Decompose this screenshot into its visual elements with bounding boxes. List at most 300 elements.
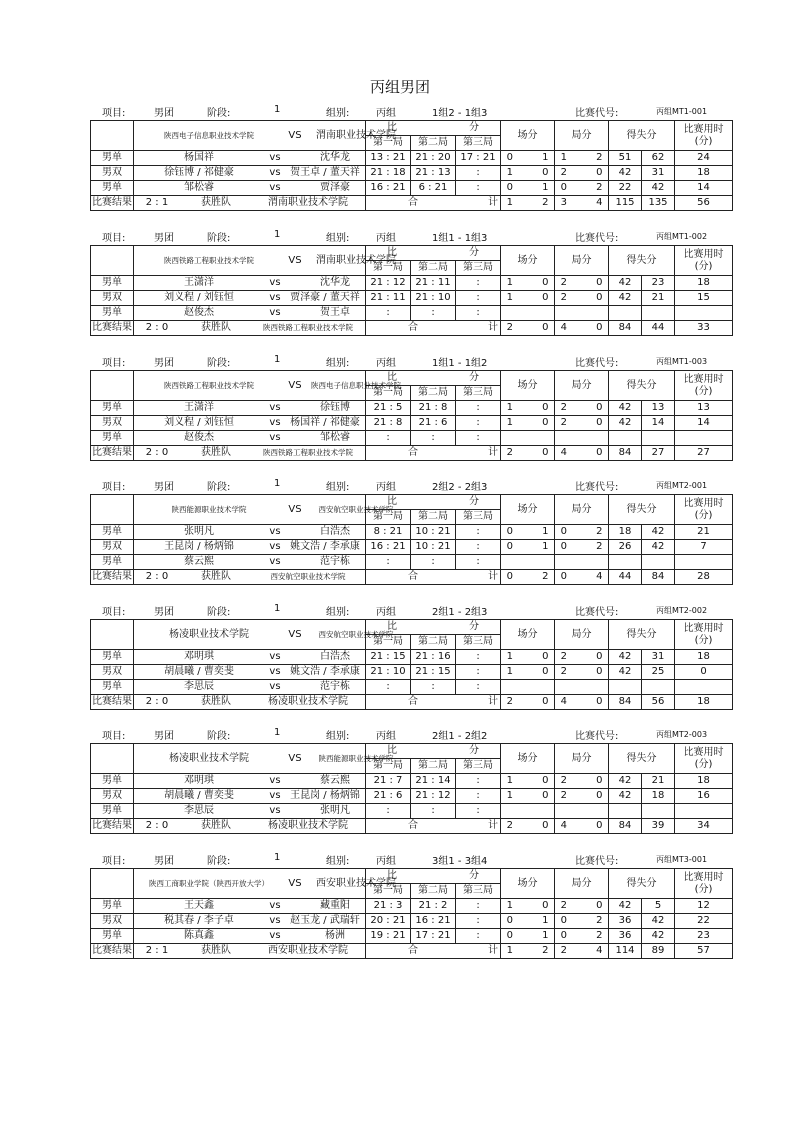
game3-header: 第三局 [456,510,501,525]
player-a: 徐钰博 / 祁健豪 [164,167,234,178]
pair-value: 2组2 - 2组3 [432,482,488,493]
winner-team: 陕西铁路工程职业技术学院 [263,323,353,332]
game3-header: 第三局 [456,386,501,401]
player-b: 张明凡 [320,805,350,816]
game-point-b: 2 [591,151,609,166]
game1-score: 21 : 12 [366,276,411,291]
game1-header: 第一局 [366,884,411,899]
winner-label: 获胜队 [201,696,231,707]
match-block [90,229,724,336]
match-point-b [537,804,555,819]
corner-cell [91,121,134,151]
game2-score: 21 : 11 [411,276,456,291]
game2-score: 10 : 21 [411,540,456,555]
result-summary [134,446,366,461]
vs-mark: vs [269,167,281,178]
game1-score: 16 : 21 [366,540,411,555]
match-point-a: 1 [501,166,519,181]
game3-score: : [456,540,501,555]
group-value: 丙组 [376,482,396,493]
game2-score: 21 : 12 [411,789,456,804]
event-cell: 男双 [91,291,134,306]
total-match-b: 2 [537,570,555,585]
corner-cell [91,620,134,650]
points-won: 42 [609,416,642,431]
game1-score: 13 : 21 [366,151,411,166]
vs-mark: vs [269,651,281,662]
vs-mark: vs [269,805,281,816]
points-won: 42 [609,789,642,804]
game-point-b [591,306,609,321]
match-code: 丙组MT1-003 [656,357,708,366]
total-game-b: 4 [591,944,609,959]
game-point-b [591,555,609,570]
match-point-b: 0 [537,276,555,291]
game3-score: : [456,914,501,929]
game-point-a: 2 [555,899,573,914]
points-won: 42 [609,650,642,665]
separator-cell [519,321,537,336]
separator-cell [573,181,591,196]
jufen-header: 局分 [555,620,609,650]
game1-header: 第一局 [366,386,411,401]
players-cell [134,151,366,166]
result-summary [134,321,366,336]
match-point-a: 1 [501,789,519,804]
game-point-a: 0 [555,525,573,540]
pair-value: 1组2 - 1组3 [432,108,488,119]
separator-cell [573,196,591,211]
time-unit: (分) [694,260,713,272]
time-label: 比赛用时 [683,123,724,135]
result-row [91,819,733,834]
separator-cell [519,680,537,695]
match-meta [90,354,712,368]
fen-label: 分 [469,122,479,133]
event-cell: 男双 [91,914,134,929]
item-value: 男团 [154,358,174,369]
changfen-header: 场分 [501,495,555,525]
code-label: 比赛代号: [575,856,619,867]
time-header [675,495,733,525]
game2-header: 第二局 [411,136,456,151]
table-row [91,774,733,789]
points-won: 18 [609,525,642,540]
game-point-b: 2 [591,914,609,929]
defen-header: 得失分 [609,869,675,899]
game-point-a [555,680,573,695]
code-label: 比赛代号: [575,482,619,493]
players-cell [134,276,366,291]
vs-mark: VS [288,628,302,640]
separator-cell [519,196,537,211]
game3-score: : [456,291,501,306]
total-match-a: 2 [501,321,519,336]
player-b: 白浩杰 [320,651,350,662]
table-row [91,665,733,680]
team-a-name: 陕西铁路工程职业技术学院 [164,380,254,390]
table-row [91,555,733,570]
vs-mark: vs [269,292,281,303]
match-point-b [537,306,555,321]
game-point-a: 2 [555,291,573,306]
game2-header: 第二局 [411,884,456,899]
event-cell: 男单 [91,181,134,196]
winner-label: 获胜队 [201,945,231,956]
players-cell [134,416,366,431]
points-won: 36 [609,929,642,944]
game-point-a: 0 [555,914,573,929]
match-point-b: 1 [537,181,555,196]
changfen-header: 场分 [501,246,555,276]
code-label: 比赛代号: [575,731,619,742]
result-summary [134,944,366,959]
game1-header: 第一局 [366,510,411,525]
match-point-b [537,555,555,570]
total-match-b: 0 [537,446,555,461]
game2-score: : [411,306,456,321]
points-lost: 13 [642,401,675,416]
match-point-a: 1 [501,276,519,291]
players-cell [134,899,366,914]
duration [675,804,733,819]
total-match-a: 0 [501,570,519,585]
game2-score: 17 : 21 [411,929,456,944]
match-code: 丙组MT3-001 [656,855,708,864]
vs-mark: vs [269,541,281,552]
group-label: 组别: [326,108,350,119]
game3-score: : [456,276,501,291]
points-lost: 42 [642,929,675,944]
match-meta [90,478,712,492]
game1-score: 21 : 3 [366,899,411,914]
player-b: 王昆岗 / 杨炳锦 [290,790,360,801]
bi-label: 比 [387,870,397,881]
total-duration: 18 [675,695,733,710]
separator-cell [519,181,537,196]
separator-cell [573,819,591,834]
table-row [91,650,733,665]
corner-cell [91,246,134,276]
stage-label: 阶段: [207,358,231,369]
total-label [366,944,501,959]
game3-header: 第三局 [456,261,501,276]
player-a: 李思辰 [184,805,214,816]
total-game-b: 4 [591,196,609,211]
result-score: 2 : 1 [145,945,169,956]
group-label: 组别: [326,856,350,867]
table-row [91,680,733,695]
changfen-header: 场分 [501,869,555,899]
match-point-a: 0 [501,181,519,196]
time-unit: (分) [694,758,713,770]
total-ji: 计 [488,447,498,458]
player-b: 邹松睿 [320,432,350,443]
event-cell: 男单 [91,650,134,665]
player-b: 沈华龙 [320,277,350,288]
points-lost: 14 [642,416,675,431]
game3-score: : [456,774,501,789]
event-cell: 男单 [91,306,134,321]
separator-cell [573,570,591,585]
match-point-a: 1 [501,665,519,680]
separator-cell [519,804,537,819]
time-header [675,744,733,774]
game2-score: : [411,555,456,570]
stage-value: 1 [274,603,281,614]
vs-mark: vs [269,681,281,692]
vs-mark: vs [269,307,281,318]
stage-label: 阶段: [207,856,231,867]
match-point-b: 1 [537,151,555,166]
code-label: 比赛代号: [575,607,619,618]
match-point-a: 0 [501,929,519,944]
table-row [91,540,733,555]
points-lost: 18 [642,789,675,804]
defen-header: 得失分 [609,620,675,650]
player-b: 徐钰博 [320,402,350,413]
game3-score: : [456,899,501,914]
winner-team: 杨凌职业技术学院 [268,696,348,707]
bi-label: 比 [387,745,397,756]
game3-score: : [456,401,501,416]
game2-score: 21 : 15 [411,665,456,680]
player-b: 贺王卓 / 董天祥 [290,167,360,178]
stage-label: 阶段: [207,731,231,742]
separator-cell [519,431,537,446]
result-row [91,196,733,211]
item-value: 男团 [154,233,174,244]
game1-score: : [366,306,411,321]
duration [675,680,733,695]
result-summary [134,570,366,585]
vs-mark: vs [269,666,281,677]
points-won: 26 [609,540,642,555]
event-cell: 男双 [91,665,134,680]
player-a: 胡晨曦 / 曹奕斐 [164,666,234,677]
changfen-header: 场分 [501,121,555,151]
game2-score: 21 : 2 [411,899,456,914]
vs-mark: vs [269,432,281,443]
separator-cell [573,774,591,789]
game3-score: : [456,804,501,819]
game3-score: : [456,665,501,680]
total-game-b: 0 [591,446,609,461]
item-label: 项目: [102,731,126,742]
game2-score: 21 : 8 [411,401,456,416]
players-cell [134,789,366,804]
event-cell: 男单 [91,555,134,570]
total-points-won: 44 [609,570,642,585]
total-points-lost: 39 [642,819,675,834]
table-row [91,416,733,431]
player-a: 陈真鑫 [184,930,214,941]
game1-score: 21 : 7 [366,774,411,789]
result-row [91,570,733,585]
match-code: 丙组MT2-001 [656,481,708,490]
player-a: 王昆岗 / 杨炳锦 [164,541,234,552]
game-point-a: 2 [555,774,573,789]
game1-score: 21 : 18 [366,166,411,181]
game1-score: : [366,680,411,695]
separator-cell [573,789,591,804]
player-a: 蔡云熙 [184,556,214,567]
vs-mark: VS [288,379,302,391]
time-unit: (分) [694,883,713,895]
group-label: 组别: [326,233,350,244]
separator-cell [519,789,537,804]
match-point-a: 1 [501,401,519,416]
total-he: 合 [408,197,418,208]
players-cell [134,680,366,695]
total-match-b: 2 [537,944,555,959]
game1-score: 8 : 21 [366,525,411,540]
player-a: 刘义程 / 刘钰恒 [164,417,234,428]
total-he: 合 [408,322,418,333]
vs-mark: vs [269,152,281,163]
event-cell: 男单 [91,431,134,446]
player-a: 邹松睿 [184,182,214,193]
stage-value: 1 [274,852,281,863]
separator-cell [519,540,537,555]
result-row [91,695,733,710]
result-label: 比赛结果 [91,695,134,710]
total-match-b: 2 [537,196,555,211]
player-a: 王潇洋 [184,402,214,413]
corner-cell [91,744,134,774]
players-cell [134,540,366,555]
time-header [675,246,733,276]
separator-cell [573,555,591,570]
fen-label: 分 [469,372,479,383]
corner-cell [91,371,134,401]
match-point-a: 1 [501,416,519,431]
separator-cell [573,540,591,555]
game3-score: 17 : 21 [456,151,501,166]
player-b: 贾泽豪 [320,182,350,193]
fen-label: 分 [469,621,479,632]
player-b: 沈华龙 [320,152,350,163]
game2-score: : [411,431,456,446]
result-label: 比赛结果 [91,944,134,959]
game-point-a: 2 [555,166,573,181]
event-cell: 男单 [91,929,134,944]
table-row [91,166,733,181]
points-lost [642,555,675,570]
game-point-a: 0 [555,181,573,196]
total-he: 合 [408,820,418,831]
total-label [366,819,501,834]
time-unit: (分) [694,135,713,147]
game3-header: 第三局 [456,635,501,650]
match-block [90,478,724,585]
players-cell [134,525,366,540]
game2-score: : [411,680,456,695]
match-point-b: 0 [537,789,555,804]
game2-header: 第二局 [411,386,456,401]
match-point-a: 1 [501,774,519,789]
match-point-a [501,680,519,695]
result-summary [134,819,366,834]
game3-score: : [456,166,501,181]
total-match-b: 0 [537,321,555,336]
game3-score: : [456,789,501,804]
points-won: 42 [609,401,642,416]
points-lost: 42 [642,181,675,196]
game3-header: 第三局 [456,884,501,899]
game1-score: 20 : 21 [366,914,411,929]
game-point-a [555,804,573,819]
game2-score: 16 : 21 [411,914,456,929]
table-row [91,431,733,446]
time-unit: (分) [694,509,713,521]
total-match-a: 2 [501,695,519,710]
points-won: 42 [609,665,642,680]
separator-cell [573,276,591,291]
total-points-lost: 84 [642,570,675,585]
match-point-b: 0 [537,401,555,416]
winner-label: 获胜队 [201,571,231,582]
separator-cell [573,899,591,914]
total-he: 合 [408,945,418,956]
defen-header: 得失分 [609,246,675,276]
match-block [90,603,724,710]
result-row [91,321,733,336]
total-duration: 27 [675,446,733,461]
match-block [90,852,724,959]
match-point-b: 0 [537,650,555,665]
item-label: 项目: [102,482,126,493]
total-ji: 计 [488,820,498,831]
duration: 13 [675,401,733,416]
vs-mark: vs [269,277,281,288]
vs-mark: vs [269,900,281,911]
vs-mark: VS [288,129,302,141]
points-lost: 31 [642,650,675,665]
separator-cell [519,665,537,680]
separator-cell [573,446,591,461]
game3-header: 第三局 [456,136,501,151]
stage-value: 1 [274,229,281,240]
separator-cell [519,944,537,959]
total-ji: 计 [488,571,498,582]
total-ji: 计 [488,945,498,956]
total-points-lost: 89 [642,944,675,959]
result-summary [134,695,366,710]
points-lost [642,306,675,321]
vs-mark: VS [288,254,302,266]
player-b: 姚文浩 / 李承康 [290,541,360,552]
total-points-won: 115 [609,196,642,211]
group-label: 组别: [326,358,350,369]
total-game-a: 4 [555,446,573,461]
bi-label: 比 [387,122,397,133]
game3-score: : [456,650,501,665]
player-b: 姚文浩 / 李承康 [290,666,360,677]
points-won [609,431,642,446]
match-table [90,120,733,211]
game2-header: 第二局 [411,759,456,774]
player-a: 邓明琪 [184,775,214,786]
points-lost: 31 [642,166,675,181]
points-won [609,555,642,570]
separator-cell [573,416,591,431]
team-a-name: 陕西铁路工程职业技术学院 [164,255,254,265]
duration: 7 [675,540,733,555]
total-game-b: 0 [591,695,609,710]
player-b: 藏重阳 [320,900,350,911]
game-point-a: 2 [555,276,573,291]
